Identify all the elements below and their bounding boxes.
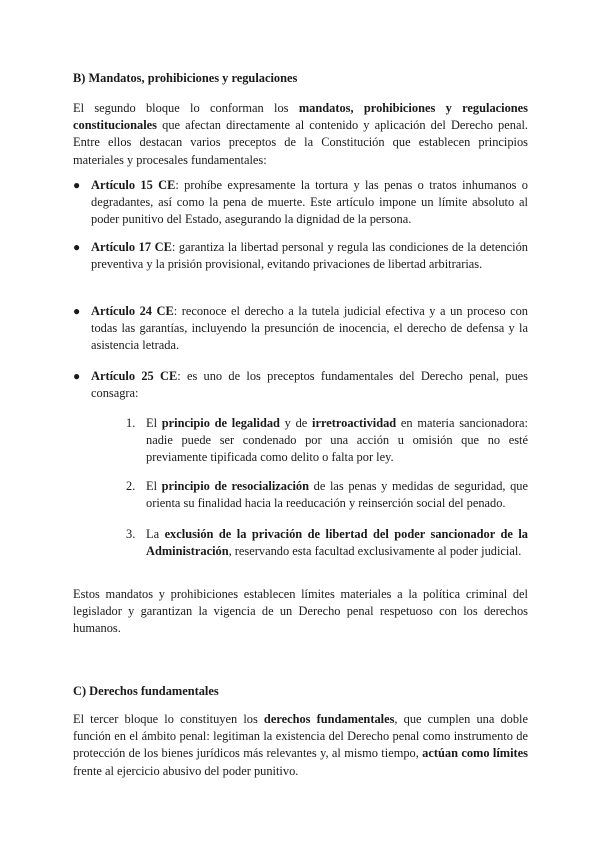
bullet-icon: ● [73,240,81,254]
numbered-item-resocializacion: 2. El principio de resocialización de las penas y medidas de seguridad, que orienta su finalidad hacia la reeducación y reinserción social del penado. [126,479,529,511]
numbered-item-legalidad: 1. El principio de legalidad y de irretroactividad en materia sancionadora: nadie puede ser condenado por una acción u omisión que no esté previamente tipificada como delito o falta por ley. [126,416,529,465]
section-b-heading: B) Mandatos, prohibiciones y regulaciones [73,71,298,85]
bullet-icon: ● [73,304,81,318]
list-number: 3. [126,527,136,541]
bullet-item-art17: ● Artículo 17 CE: garantiza la libertad personal y regula las condiciones de la detención preventiva y la prisión provisional, evitando privaciones de libertad arbitrarias. [73,240,528,272]
list-number: 2. [126,479,136,493]
section-c-heading: C) Derechos fundamentales [73,684,219,698]
bullet-item-art25: ● Artículo 25 CE: es uno de los preceptos fundamentales del Derecho penal, pues consagra: [73,369,529,401]
section-c-body: El tercer bloque lo constituyen los derechos fundamentales, que cumplen una doble función en el ámbito penal: legitiman la existencia del Derecho penal como instrumento de protección de los bienes jurídicos más relevantes y, al mismo tiempo, actúan como límites frente al ejercicio abusivo del poder punitivo. [73,712,528,778]
bullet-item-art24: ● Artículo 24 CE: reconoce el derecho a la tutela judicial efectiva y a un proceso con todas las garantías, incluyendo la presunción de inocencia, el derecho de defensa y la asistencia letrada. [73,304,528,353]
bullet-icon: ● [73,369,81,383]
bullet-item-art15: ● Artículo 15 CE: prohíbe expresamente la tortura y las penas o tratos inhumanos o degradantes, así como la pena de muerte. Este artículo impone un límite absoluto al poder punitivo del Estado, asegurando la dignidad de la persona. [73,178,528,227]
bullet-icon: ● [73,178,81,192]
section-b-closing: Estos mandatos y prohibiciones establecen límites materiales a la política criminal del legislador y garantizan la vigencia de un Derecho penal respetuoso con los derechos humanos. [73,587,528,636]
numbered-item-exclusion: 3. La exclusión de la privación de libertad del poder sancionador de la Administración, reservando esta facultad exclusivamente al poder judicial. [126,527,529,559]
list-number: 1. [126,416,136,430]
section-b-intro: El segundo bloque lo conforman los mandatos, prohibiciones y regulaciones constitucionales que afectan directamente al contenido y aplicación del Derecho penal. Entre ellos destacan varios preceptos de la Constitución que establecen principios materiales y procesales fundamentales: [73,101,528,167]
